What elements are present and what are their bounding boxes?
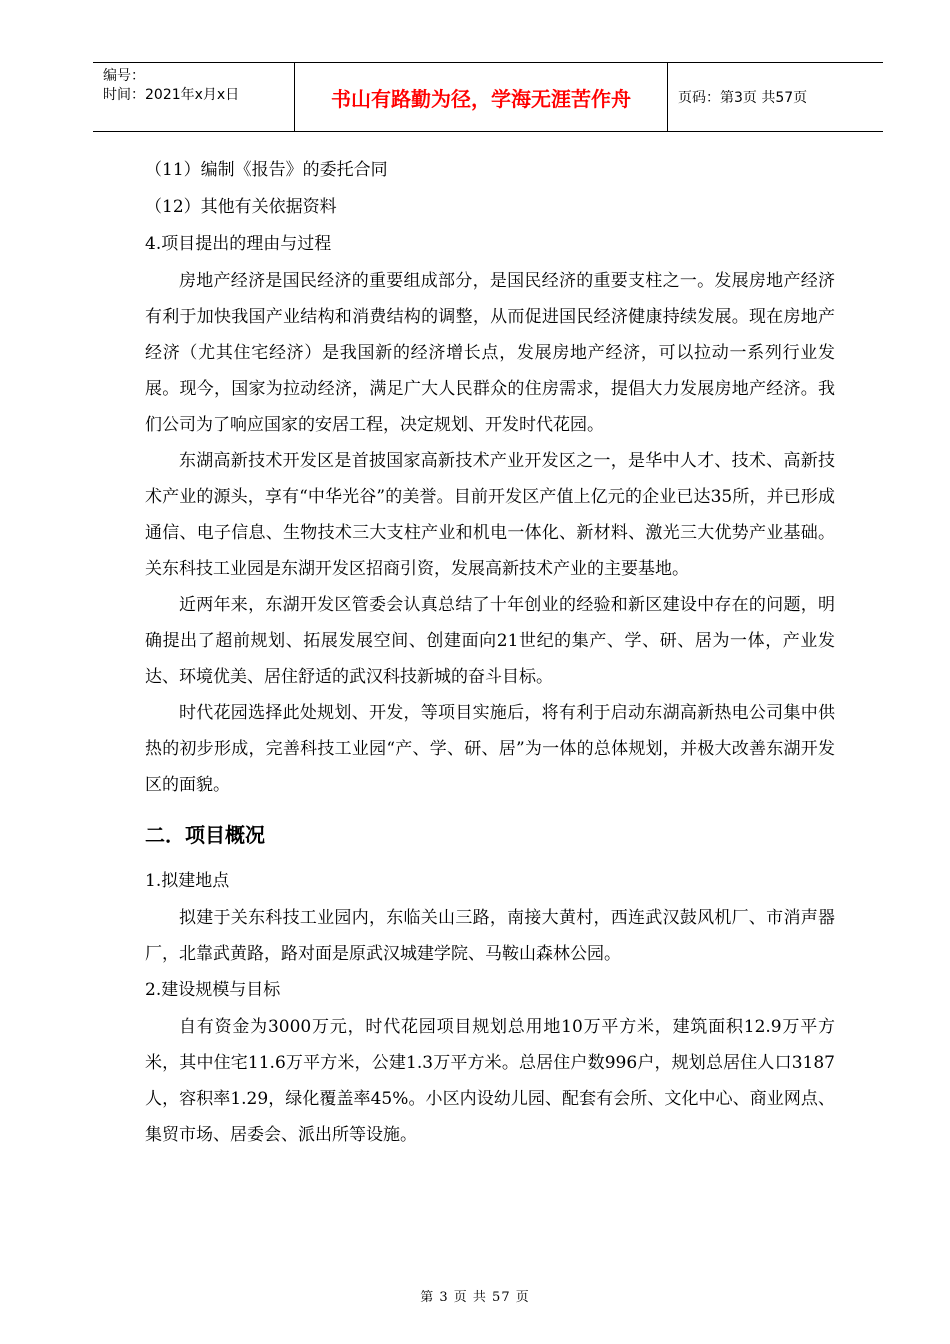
paragraph: 时代花园选择此处规划、开发，等项目实施后，将有利于启动东湖高新热电公司集中供热的初步形成，完善科技工业园“产、学、研、居”为一体的总体规划，并极大改善东湖开发区的面貌。 xyxy=(145,703,835,795)
section-heading: 4.项目提出的理由与过程 xyxy=(145,234,332,254)
paragraph: 自有资金为3000万元，时代花园项目规划总用地10万平方米，建筑面积12.9万平方米，其中住宅11.6万平方米，公建1.3万平方米。总居住户数996户，规划总居住人口3187人，容积率1.29，绿化覆盖率45%。小区内设幼儿园、配套有会所、文化中心、商业网点、集贸市场、居委会、派出所等设施。 xyxy=(145,1017,835,1145)
document-date: 时间：2021年x月x日 xyxy=(103,87,240,103)
document-number-label: 编号： xyxy=(103,68,145,84)
chapter-heading: 二．项目概况 xyxy=(145,823,265,847)
header-page-info: 页码：第3页 共57页 xyxy=(678,90,808,106)
paragraph: 拟建于关东科技工业园内，东临关山三路，南接大黄村，西连武汉鼓风机厂、市消声器厂，北靠武黄路，路对面是原武汉城建学院、马鞍山森林公园。 xyxy=(145,908,835,964)
section-heading: 1.拟建地点 xyxy=(145,871,230,891)
document-body xyxy=(145,152,835,1153)
list-item: （12）其他有关依据资料 xyxy=(145,197,337,217)
header-motto: 书山有路勤为径，学海无涯苦作舟 xyxy=(295,63,668,131)
paragraph: 近两年来，东湖开发区管委会认真总结了十年创业的经验和新区建设中存在的问题，明确提出了超前规划、拓展发展空间、创建面向21世纪的集产、学、研、居为一体，产业发达、环境优美、居住舒适的武汉科技新城的奋斗目标。 xyxy=(145,595,835,687)
page-footer: 第 3 页 共 57 页 xyxy=(420,1290,530,1305)
header-meta xyxy=(93,63,295,131)
paragraph: 东湖高新技术开发区是首披国家高新技术产业开发区之一，是华中人才、技术、高新技术产业的源头，享有“中华光谷”的美誉。目前开发区产值上亿元的企业已达35所，并已形成通信、电子信息、生物技术三大支柱产业和机电一体化、新材料、激光三大优势产业基础。关东科技工业园是东湖开发区招商引资，发展高新技术产业的主要基地。 xyxy=(145,451,835,579)
paragraph: 房地产经济是国民经济的重要组成部分，是国民经济的重要支柱之一。发展房地产经济有利于加快我国产业结构和消费结构的调整，从而促进国民经济健康持续发展。现在房地产经济（尤其住宅经济）是我国新的经济增长点，发展房地产经济，可以拉动一系列行业发展。现今，国家为拉动经济，满足广大人民群众的住房需求，提倡大力发展房地产经济。我们公司为了响应国家的安居工程，决定规划、开发时代花园。 xyxy=(145,271,835,435)
page-header xyxy=(93,62,883,132)
section-heading: 2.建设规模与目标 xyxy=(145,980,281,1000)
list-item: （11）编制《报告》的委托合同 xyxy=(145,160,388,180)
